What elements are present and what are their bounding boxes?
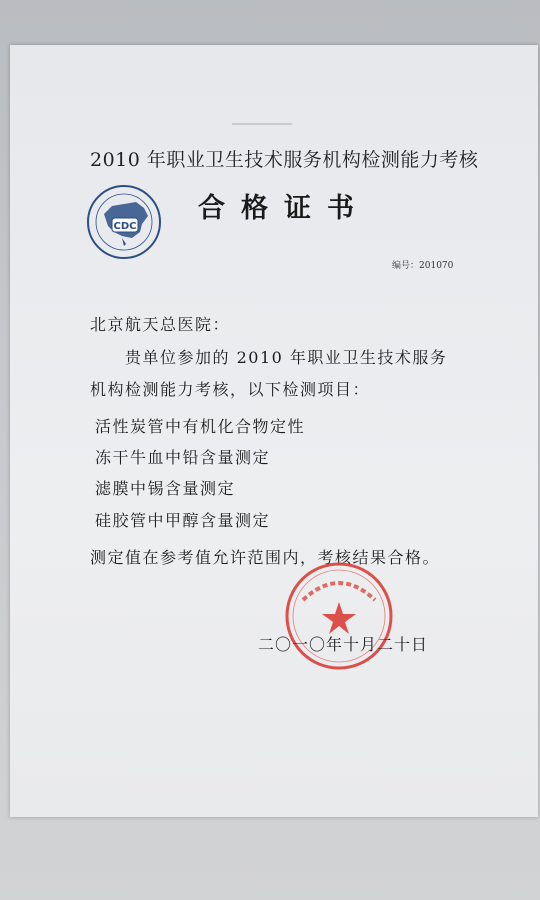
certificate-title: 2010 年职业卫生技术服务机构检测能力考核: [90, 149, 479, 171]
certificate-heading: 合格证书: [198, 193, 370, 224]
body-line-1: 贵单位参加的 2010 年职业卫生技术服务: [125, 348, 448, 367]
serial-number: [392, 258, 453, 271]
issue-date: 二〇一〇年十月二十日: [258, 635, 429, 654]
conclusion-text: 测定值在参考值允许范围内，考核结果合格。: [90, 548, 441, 567]
cdc-logo: [82, 180, 174, 264]
serial-label: 编号：: [392, 261, 420, 271]
test-item: 冻干牛血中铅含量测定: [95, 448, 271, 467]
serial-value: 201070: [419, 261, 454, 271]
official-seal: [283, 560, 395, 672]
body-line-2: 机构检测能力考核，以下检测项目：: [90, 380, 371, 399]
recipient-name: 北京航天总医院：: [90, 315, 231, 334]
test-item: 硅胶管中甲醇含量测定: [95, 511, 271, 530]
test-item: 滤膜中锡含量测定: [95, 479, 236, 498]
cdc-logo-text: CDC: [113, 221, 137, 232]
seal-star-icon: [322, 602, 356, 634]
staple-mark: [232, 123, 292, 125]
test-item: 活性炭管中有机化合物定性: [95, 417, 306, 436]
